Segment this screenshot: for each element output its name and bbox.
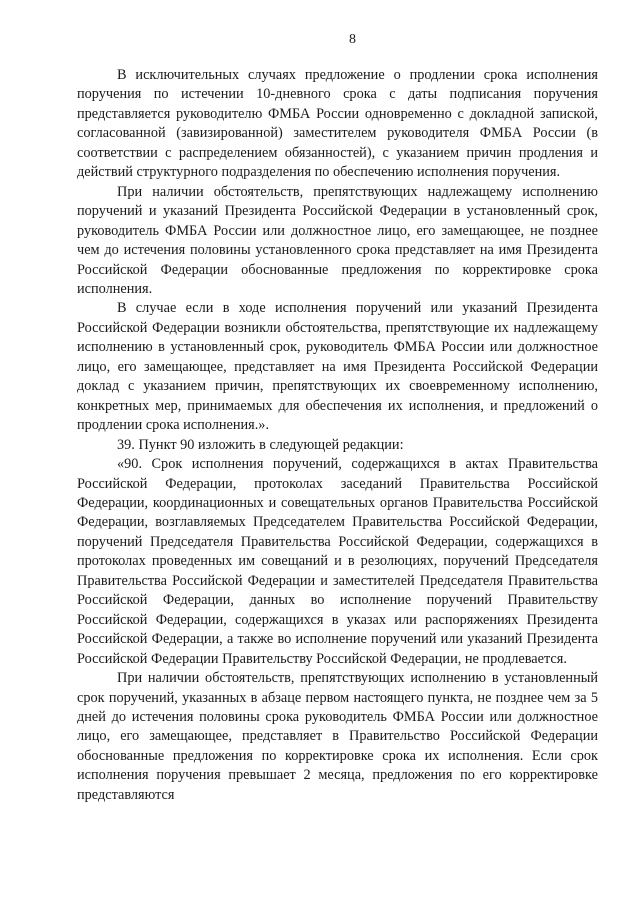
paragraph-extension-proposal: В исключительных случаях предложение о продлении срока исполнения поручения по истечении 10-дневного срока с даты подписания поручения представляется руководителю ФМБА России одновременно с докладной запиской, согласованной (завизированной) заместителем руководителя ФМБА России (в соответствии с распределением обязанностей), с указанием причин продления и действий структурного подразделения по обеспечению исполнения поручения.: [77, 67, 598, 181]
page-number: 8: [349, 32, 356, 47]
paragraph-president-report: В случае если в ходе исполнения поручений или указаний Президента Российской Федерации возникли обстоятельства, препятствующие их надлежащему исполнению в установленный срок, руководитель ФМБА России или должностное лицо, его замещающее, представляет на имя Президента Российской Федерации доклад с указанием причин, препятствующих их своевременному исполнению, конкретных мер, принимаемых для обеспечения их исполнения, и предложений о продлении срока исполнения.».: [77, 300, 598, 434]
paragraph-item-39: 39. Пункт 90 изложить в следующей редакции:: [117, 436, 404, 453]
paragraph-president-circumstances: При наличии обстоятельств, препятствующих надлежащему исполнению поручений и указаний Президента Российской Федерации в установленный срок, руководитель ФМБА России или должностное лицо, его замещающее, не позднее чем до истечения половины установленного срока представляет на имя Президента Российской Федерации обоснованные предложения по корректировке срока исполнения.: [77, 183, 598, 297]
paragraph-item-90: «90. Срок исполнения поручений, содержащихся в актах Правительства Российской Федерации, протоколах заседаний Правительства Российской Федерации, координационных и совещательных органов Правительства Российской Федерации, возглавляемых Председателем Правительства Российской Федерации, поручений Председателя Правительства Российской Федерации, содержащихся в протоколах проведенных им совещаний и в резолюциях, поручений Председателя Правительства Российской Федерации и заместителей Председателя Правительства Российской Федерации, данных во исполнение поручений Правительству Российской Федерации, содержащихся в указах или распоряжениях Президента Российской Федерации, а также во исполнение поручений или указаний Президента Российской Федерации Правительству Российской Федерации, не продлевается.: [77, 456, 598, 667]
paragraph-correction-proposals: При наличии обстоятельств, препятствующих исполнению в установленный срок поручений, указанных в абзаце первом настоящего пункта, не позднее чем за 5 дней до истечения половины срока руководитель ФМБА России или должностное лицо, его замещающее, представляет в Правительство Российской Федерации обоснованные предложения по корректировке срока их исполнения. Если срок исполнения поручения превышает 2 месяца, предложения по его корректировке представляются: [77, 670, 598, 803]
